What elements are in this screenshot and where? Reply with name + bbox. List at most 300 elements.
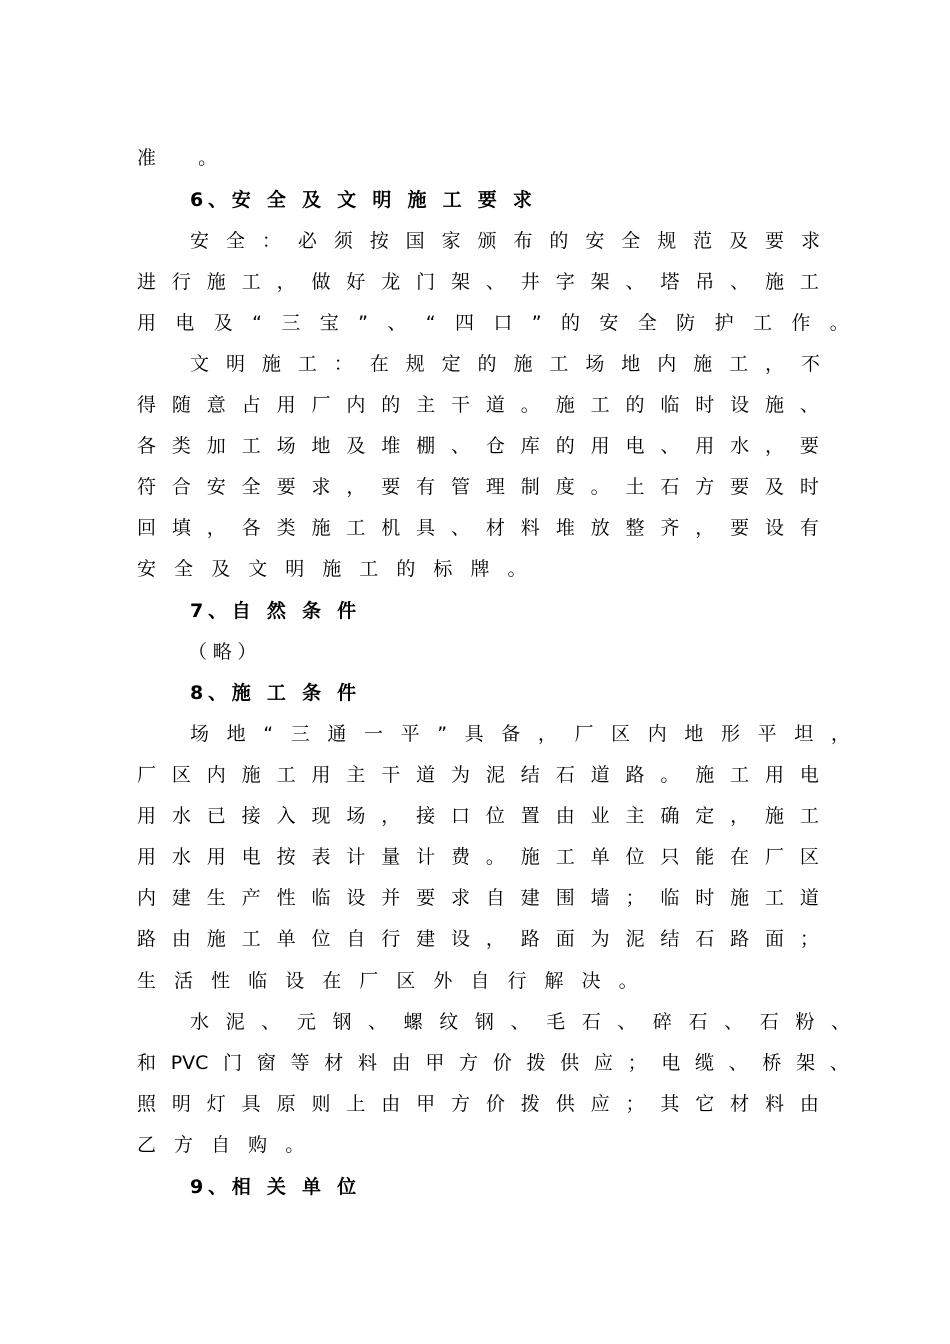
text-glyph: 厂: [137, 764, 157, 786]
text-glyph: 堆: [381, 435, 401, 457]
text-glyph: 石: [581, 1011, 601, 1033]
text-glyph: 道: [590, 764, 610, 786]
text-glyph: ；: [627, 1052, 647, 1074]
text-glyph: 、: [485, 271, 505, 293]
section-number: 6、: [190, 189, 232, 211]
text-glyph: 场: [346, 805, 366, 827]
text-glyph: 厂: [311, 394, 331, 416]
text-glyph: 施: [693, 353, 713, 375]
text-glyph: 工: [276, 764, 296, 786]
text-glyph: 、: [724, 1011, 744, 1033]
text-glyph: 行: [171, 271, 191, 293]
paragraph-line: [190, 1007, 850, 1037]
text-glyph: 计: [346, 846, 366, 868]
text-glyph: 时: [695, 394, 715, 416]
text-glyph: 料: [765, 1093, 785, 1115]
text-glyph: 门: [416, 271, 436, 293]
paragraph-line: [137, 431, 819, 461]
text-glyph: 形: [721, 723, 741, 745]
text-glyph: 置: [520, 805, 540, 827]
text-glyph: 、: [451, 435, 471, 457]
text-glyph: ，: [276, 271, 296, 293]
text-glyph: 工: [555, 846, 575, 868]
text-glyph: 产: [241, 887, 261, 909]
text-glyph: 材: [485, 517, 505, 539]
text-glyph: 类: [171, 435, 191, 457]
text-glyph: 理: [485, 476, 505, 498]
text-glyph: 类: [276, 517, 296, 539]
text-glyph: 放: [590, 517, 610, 539]
text-glyph: 料: [520, 517, 540, 539]
text-glyph: 自: [485, 887, 505, 909]
text-glyph: 得: [137, 394, 157, 416]
text-glyph: 甲: [416, 1093, 436, 1115]
text-glyph: 生: [206, 887, 226, 909]
text-glyph: ，: [206, 517, 226, 539]
text-glyph: 仓: [485, 435, 505, 457]
text-glyph: ：: [261, 230, 281, 252]
text-glyph: 场: [190, 723, 210, 745]
text-glyph: 拨: [526, 1052, 546, 1074]
text-glyph: 由: [171, 928, 191, 950]
text-glyph: 、: [829, 1052, 849, 1074]
text-glyph: 性: [276, 887, 296, 909]
text-glyph: 堆: [555, 517, 575, 539]
text-glyph: 作: [791, 312, 811, 334]
text-glyph: 施: [695, 764, 715, 786]
text-glyph: 、: [799, 394, 819, 416]
text-glyph: 接: [416, 805, 436, 827]
paragraph-line: [137, 1089, 819, 1119]
paragraph-line: [137, 760, 819, 790]
text-glyph: 墙: [590, 887, 610, 909]
text-glyph: 度: [555, 476, 575, 498]
text-glyph: 道: [485, 394, 505, 416]
text-glyph: 内: [206, 764, 226, 786]
text-glyph: 粉: [795, 1011, 815, 1033]
text-glyph: ，: [765, 435, 785, 457]
text-glyph: 机: [381, 517, 401, 539]
text-glyph: 施: [520, 846, 540, 868]
text-glyph: 做: [311, 271, 331, 293]
text-glyph: 场: [585, 353, 605, 375]
text-glyph: 的: [381, 394, 401, 416]
text-glyph: 计: [416, 846, 436, 868]
text-glyph: 全: [241, 476, 261, 498]
text-glyph: 工: [730, 764, 750, 786]
text-glyph: 区: [799, 846, 819, 868]
text-glyph: 价: [492, 1052, 512, 1074]
text-glyph: 为: [451, 764, 471, 786]
text-glyph: 工: [346, 517, 366, 539]
text-glyph: 方: [695, 476, 715, 498]
text-glyph: 供: [560, 1052, 580, 1074]
text-glyph: 原: [276, 1093, 296, 1115]
text-glyph: ”: [437, 723, 448, 745]
text-glyph: 和: [137, 1052, 157, 1074]
text-glyph: 国: [405, 230, 425, 252]
text-glyph: 及: [729, 230, 749, 252]
text-glyph: 用: [590, 435, 610, 457]
text-glyph: 石: [688, 1011, 708, 1033]
section-heading-7: [190, 596, 372, 626]
text-glyph: 库: [520, 435, 540, 457]
text-glyph: 费: [451, 846, 471, 868]
text-glyph: 施: [513, 353, 533, 375]
paragraph-line: [137, 308, 849, 338]
text-glyph: 安: [599, 312, 619, 334]
paragraph-line: [137, 1048, 849, 1078]
text-glyph: 占: [241, 394, 261, 416]
text-glyph: 厂: [765, 846, 785, 868]
text-glyph: 区: [171, 764, 191, 786]
text-glyph: 的: [549, 230, 569, 252]
text-glyph: 用: [137, 846, 157, 868]
text-glyph: 防: [676, 312, 696, 334]
text-glyph: 、: [261, 1011, 281, 1033]
text-glyph: 料: [357, 1052, 377, 1074]
text-glyph: 要: [381, 476, 401, 498]
text-glyph: 拨: [520, 1093, 540, 1115]
text-glyph: 路: [625, 764, 645, 786]
text-glyph: 由: [381, 1093, 401, 1115]
text-glyph: 架: [590, 271, 610, 293]
text-glyph: 安: [585, 230, 605, 252]
text-glyph: 三: [290, 723, 310, 745]
text-glyph: 施: [765, 805, 785, 827]
text-glyph: ，: [537, 723, 557, 745]
text-glyph: 工: [799, 271, 819, 293]
paragraph-line: [137, 924, 819, 954]
text-glyph: 随: [171, 394, 191, 416]
text-glyph: 入: [276, 805, 296, 827]
text-glyph: 应: [593, 1052, 613, 1074]
text-glyph: 通: [327, 723, 347, 745]
text-glyph: 井: [520, 271, 540, 293]
text-glyph: 设: [765, 517, 785, 539]
text-glyph: 石: [759, 1011, 779, 1033]
section-title: 相关单位: [231, 1176, 373, 1198]
paragraph-line: [137, 472, 819, 502]
text-glyph: 面: [555, 928, 575, 950]
text-glyph: 缆: [694, 1052, 714, 1074]
text-glyph: 制: [520, 476, 540, 498]
text-glyph: 、: [728, 1052, 748, 1074]
text-glyph: 地: [311, 435, 331, 457]
paragraph-line: [137, 390, 819, 420]
text-glyph: 各: [241, 517, 261, 539]
paragraph-line: [137, 267, 819, 297]
text-glyph: 电: [241, 846, 261, 868]
text-glyph: 价: [485, 1093, 505, 1115]
text-glyph: 甲: [425, 1052, 445, 1074]
text-glyph: 用: [695, 435, 715, 457]
text-glyph: 用: [206, 846, 226, 868]
text-glyph: 龙: [381, 271, 401, 293]
text-glyph: 施: [730, 887, 750, 909]
text-glyph: 上: [346, 1093, 366, 1115]
text-glyph: 要: [276, 476, 296, 498]
text-glyph: 施: [206, 928, 226, 950]
text-glyph: 工: [752, 312, 772, 334]
text-glyph: 内: [346, 394, 366, 416]
text-glyph: 单: [276, 928, 296, 950]
text-glyph: 工: [590, 394, 610, 416]
text-glyph: ；: [625, 1093, 645, 1115]
text-glyph: 棚: [416, 435, 436, 457]
text-glyph: 水: [171, 805, 191, 827]
text-glyph: 施: [241, 764, 261, 786]
text-glyph: 位: [625, 846, 645, 868]
text-glyph: 结: [660, 928, 680, 950]
text-glyph: 泥: [625, 928, 645, 950]
paragraph-line: [190, 719, 850, 749]
text-glyph: 土: [625, 476, 645, 498]
text-glyph: 建: [416, 928, 436, 950]
text-glyph: “: [425, 312, 436, 334]
text-glyph: 整: [625, 517, 645, 539]
text-glyph: 施: [261, 353, 281, 375]
text-glyph: 施: [765, 271, 785, 293]
text-glyph: 螺: [403, 1011, 423, 1033]
text-glyph: 合: [171, 476, 191, 498]
text-glyph: 三: [281, 312, 301, 334]
paragraph-line: [190, 226, 820, 256]
paragraph-line: [137, 513, 819, 543]
text-glyph: 泥: [225, 1011, 245, 1033]
text-glyph: 工: [297, 353, 317, 375]
text-glyph: 纹: [439, 1011, 459, 1033]
section-heading-8: [190, 678, 372, 708]
text-glyph: 主: [416, 394, 436, 416]
text-glyph: 吊: [695, 271, 715, 293]
text-glyph: 地: [621, 353, 641, 375]
text-glyph: 钢: [474, 1011, 494, 1033]
text-glyph: 有: [416, 476, 436, 498]
text-glyph: ”: [358, 312, 369, 334]
text-glyph: 面: [765, 928, 785, 950]
text-glyph: 用: [311, 764, 331, 786]
text-glyph: “: [252, 312, 263, 334]
text-glyph: 具: [416, 517, 436, 539]
text-glyph: 应: [590, 1093, 610, 1115]
text-glyph: 。: [660, 764, 680, 786]
text-glyph: PVC: [170, 1052, 209, 1074]
text-glyph: 要: [416, 887, 436, 909]
text-glyph: 结: [520, 764, 540, 786]
text-glyph: 用: [137, 805, 157, 827]
paragraph-line: [137, 842, 819, 872]
text-glyph: 、: [510, 1011, 530, 1033]
text-glyph: ；: [625, 887, 645, 909]
text-glyph: 求: [451, 887, 471, 909]
text-glyph: 电: [625, 435, 645, 457]
text-glyph: 口: [451, 805, 471, 827]
text-glyph: 路: [520, 928, 540, 950]
text-glyph: 等: [290, 1052, 310, 1074]
text-glyph: 在: [730, 846, 750, 868]
text-glyph: 设: [346, 887, 366, 909]
text-glyph: ，: [695, 517, 715, 539]
text-glyph: 干: [381, 764, 401, 786]
text-glyph: 及: [213, 312, 233, 334]
text-glyph: 自: [346, 928, 366, 950]
text-glyph: 临: [660, 887, 680, 909]
text-glyph: 、: [625, 271, 645, 293]
text-glyph: 建: [171, 887, 191, 909]
text-glyph: 毛: [546, 1011, 566, 1033]
text-glyph: 。: [829, 312, 849, 334]
text-glyph: 管: [451, 476, 471, 498]
text-glyph: 材: [324, 1052, 344, 1074]
text-glyph: 要: [765, 230, 785, 252]
text-glyph: 单: [590, 846, 610, 868]
section-title: 自然条件: [231, 600, 373, 622]
text-glyph: 。: [590, 476, 610, 498]
text-glyph: 方: [451, 1093, 471, 1115]
text-glyph: ”: [531, 312, 542, 334]
text-glyph: 工: [241, 435, 261, 457]
section-title: 施工条件: [231, 682, 373, 704]
paragraph-line: [137, 801, 819, 831]
text-glyph: 明: [225, 353, 245, 375]
text-glyph: 地: [226, 723, 246, 745]
text-glyph: 围: [555, 887, 575, 909]
text-glyph: 齐: [660, 517, 680, 539]
text-glyph: 能: [695, 846, 715, 868]
text-glyph: 由: [391, 1052, 411, 1074]
text-glyph: 水: [171, 846, 191, 868]
text-glyph: 其: [660, 1093, 680, 1115]
text-glyph: ：: [333, 353, 353, 375]
text-glyph: 内: [647, 723, 667, 745]
text-glyph: 的: [561, 312, 581, 334]
text-glyph: 及: [346, 435, 366, 457]
text-glyph: 平: [757, 723, 777, 745]
paragraph-line: （略）: [188, 641, 263, 663]
text-glyph: ，: [381, 805, 401, 827]
text-glyph: 内: [657, 353, 677, 375]
text-glyph: 定: [695, 805, 715, 827]
text-glyph: 、: [387, 312, 407, 334]
text-glyph: 、: [830, 1011, 850, 1033]
text-glyph: 钢: [332, 1011, 352, 1033]
text-glyph: 的: [625, 394, 645, 416]
text-glyph: 桥: [762, 1052, 782, 1074]
text-glyph: 工: [765, 887, 785, 909]
text-glyph: 定: [441, 353, 461, 375]
text-glyph: 须: [333, 230, 353, 252]
text-glyph: ，: [346, 476, 366, 498]
text-glyph: 业: [590, 805, 610, 827]
text-glyph: 水: [730, 435, 750, 457]
text-glyph: 各: [137, 435, 157, 457]
text-glyph: 确: [660, 805, 680, 827]
text-glyph: 字: [555, 271, 575, 293]
text-glyph: 符: [137, 476, 157, 498]
text-glyph: 安: [206, 476, 226, 498]
text-glyph: 路: [137, 928, 157, 950]
text-glyph: 好: [346, 271, 366, 293]
text-glyph: 要: [799, 435, 819, 457]
text-glyph: 意: [206, 394, 226, 416]
text-glyph: 及: [765, 476, 785, 498]
text-glyph: 时: [799, 476, 819, 498]
text-glyph: ，: [830, 723, 850, 745]
text-glyph: 范: [693, 230, 713, 252]
text-glyph: 元: [296, 1011, 316, 1033]
text-glyph: 道: [416, 764, 436, 786]
paragraph-line: [190, 349, 820, 379]
text-glyph: 平: [400, 723, 420, 745]
text-glyph: 量: [381, 846, 401, 868]
paragraph-line: 乙方自购。: [137, 1134, 323, 1156]
text-glyph: 按: [276, 846, 296, 868]
text-glyph: 时: [695, 887, 715, 909]
text-glyph: 安: [190, 230, 210, 252]
text-glyph: 工: [241, 271, 261, 293]
text-glyph: 场: [276, 435, 296, 457]
text-glyph: 石: [555, 764, 575, 786]
text-glyph: 的: [555, 435, 575, 457]
section-number: 8、: [190, 682, 232, 704]
text-glyph: 、: [730, 271, 750, 293]
text-glyph: 则: [311, 1093, 331, 1115]
text-glyph: 表: [311, 846, 331, 868]
text-glyph: 塔: [660, 271, 680, 293]
text-glyph: 门: [223, 1052, 243, 1074]
text-glyph: 位: [311, 928, 331, 950]
text-glyph: 护: [714, 312, 734, 334]
text-glyph: 石: [660, 476, 680, 498]
section-heading-9: [190, 1172, 372, 1202]
text-glyph: 临: [311, 887, 331, 909]
text-glyph: “: [263, 723, 274, 745]
text-glyph: 全: [637, 312, 657, 334]
text-glyph: 按: [369, 230, 389, 252]
text-glyph: 家: [441, 230, 461, 252]
text-glyph: 材: [730, 1093, 750, 1115]
paragraph-line: 准 。: [137, 147, 236, 169]
text-glyph: 求: [800, 230, 820, 252]
text-glyph: 加: [206, 435, 226, 457]
text-glyph: 备: [501, 723, 521, 745]
text-glyph: 施: [555, 394, 575, 416]
text-glyph: 颁: [477, 230, 497, 252]
text-glyph: 施: [311, 517, 331, 539]
text-glyph: 碎: [652, 1011, 672, 1033]
text-glyph: 必: [297, 230, 317, 252]
section-number: 7、: [190, 600, 232, 622]
text-glyph: 工: [729, 353, 749, 375]
text-glyph: ，: [485, 928, 505, 950]
text-glyph: 路: [730, 928, 750, 950]
text-glyph: 求: [311, 476, 331, 498]
text-glyph: 工: [799, 805, 819, 827]
text-glyph: 位: [485, 805, 505, 827]
text-glyph: 规: [405, 353, 425, 375]
text-glyph: ，: [765, 353, 785, 375]
text-glyph: 窗: [256, 1052, 276, 1074]
text-glyph: 水: [190, 1011, 210, 1033]
text-glyph: 架: [796, 1052, 816, 1074]
text-glyph: 供: [555, 1093, 575, 1115]
text-glyph: 用: [276, 394, 296, 416]
text-glyph: 地: [684, 723, 704, 745]
text-glyph: 架: [451, 271, 471, 293]
text-glyph: 它: [695, 1093, 715, 1115]
text-glyph: 文: [190, 353, 210, 375]
